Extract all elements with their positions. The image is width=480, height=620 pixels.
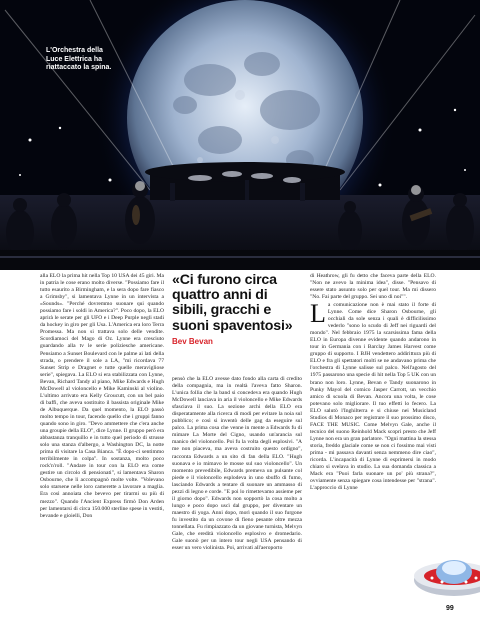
concert-photo [0,0,480,270]
stage-illustration [0,0,480,270]
pull-quote-byline: Bev Bevan [172,336,213,346]
caption-line: Luce Elettrica ha [46,55,103,63]
article-paragraph: pensò che la ELO avesse dato fondo alla carta di credito della compagnia, ma in realtà l'aveva fatto Sharon. L'unica follia che la band si concedeva era quando Hugh McDowell lanciava in aria il violoncello e Mike Edwards sfasciava il suo. La sezione archi della ELO era disperatamente alla ricerca di modi per evitare la noia sul pubblico; e così si inventò delle gag da eseguire sul palco. La prima cosa che venne in mente a Edwards fu di mimare La Morte del Cigno, usando un'arancia sul manico del violoncello. Poi fu la volta degli esplosivi. "A me non piaceva, ma aveva costruito questo ordigno", racconta Edwards a un sito di fan della ELO. "Hugh suonava e io mimavo le mosse sul suo violoncello". Un momento prevedibile, Edwards premeva un pulsante col piede e il violoncello esplodeva in uno sbuffo di fumo, lasciando Edwards a tentare di suonare un ammasso di pezzi di legno e corde. "E poi lo rimettevamo assieme per il giorno dopo". Edwards non sopportò la cosa molto a lungo e poco dopo uscì dal gruppo, per diventare un maestro di yoga. Anni dopo, morì quando il suo furgone fu investito da un covone di fieno pesante oltre mezza tonnellata. Fu rimpiazzato da un giovane turnista, Melvyn Gale, che eredità violoncello esplosivo e dromedario. Gale suonò per un intero tour negli USA pensando di esser un vero violinista. Poi, arrivati all'aeroporto [172,376,302,552]
photo-caption [46,47,116,73]
elo-spaceship-logo [412,532,480,612]
article-column-3 [310,273,436,492]
article-paragraph [310,299,436,492]
page-number: 99 [446,605,454,612]
article-column-1 [40,273,164,520]
paragraph-text: a comunicazione non è mai stato il forte di Lynne. Come dice Sharon Osbourne, gli occhiali da sole senza i quali è difficilissimo vederlo "sono lo scudo di Jeff nei riguardi del mondo". Nel febbraio 1975 la scarsissima fama della ELO in Europa divenne evidente quando andarono in tour in Germania con i Barclay James Harvest come gruppo di supporto. I BJH vendettero addirittura più di ELO e fra gli spettatori molti se ne andavano prima che l'orchestra di Lynne salisse sul palco. Nell'agosto del 1975 passarono una specie di hit nella Top 5 UK con un brano non loro. Lynne, Bevan e Tandy suonarono in Punky Mayol del comico Jasper Carrott, un vecchio amico di scuola di Bevan. Ancora una volta, le cose potevano solo migliorare. Il tuo effetti lo fecero. La ELO salutò l'Inghilterra e si chiuse nei Musicland Studios di Monaco per registrare il suo prossimo disco, FACE THE MUSIC. Come Melvyn Gale, anche il tecnico del suono Reinhold Mack scoprì presto che Jeff Lynne non era un gran parlatore. "Ogni mattina la stessa storia, freddo glaciale come se non ci fossimo mai visti prima - mi passava davanti senza nemmeno dire ciao", ricorda. L'incapacità di Lynne di esprimersi in modo chiaro si svelava in studio. La sua domanda classica a Mack era "Puoi farla suonare un po' più strana?", ovviamente senza spiegare cosa intendesse per "strana". L'approccio di Lynne [310,302,436,492]
article-paragraph: di Heathrow, gli fu detto che faceva parte della ELO. "Non ne avevo la minima idea", disse. "Pensavo di essere stato assunto solo per quel tour. Ma mi dissero "No. Fai parte del gruppo. Sei uno di noi"". [310,273,436,301]
article-paragraph: alla ELO la prima hit nella Top 10 USA dei 45 giri. Ma in patria le cose erano molto diverse. "Possiamo fare il tutto esaurito a Birmingham, e la sera dopo fare fiasco a Grimsby", si lamentava Lynne in un intervista a «Sounds». "Perché dovremmo suonare qui quando possiamo fare i soldi in America?". Poco dopo, la ELO aprirà le serate per gli UFO e i Deep Purple negli stadi da hockey in giro per gli Usa. L'America era loro Terra Promessa. Ma non si trattava solo delle vendite. Scordiamoci del Mago di Oz. Lynne era cresciuto guardando alla tv le serie poliziesche americane. Pensiamo a Sunset Boulevard con le palme ai lati della strada, o prendere il sole a LA, "mi ricordava 77 Sunset Strip e Dragnet e tutte quelle meravigliose serie", spiegava. La ELO si era stabilizzata con Lynne, Bevan, Richard Tandy al piano, Mike Edwards e Hugh McDowell al violoncello e Mike Kaminski al violino. L'ultimo arrivato era Kelly Groucutt, con un bel paio di baffi, che aveva sostituito il bassista originale Mike de Albuquerque. Da quel momento, la ELO passò molto tempo in tour, facendo quello che i gruppi fanno quando sono in giro. "Devo ammettere che c'era anche una groupie della ELO", dice Lynne. Il gruppo però era abbastanza tranquillo e in tutto quel periodo di strusse solo una stanza d'albergo, a Washington DC, la notte prima di visitare la Casa Bianca. "È dopo-ci sentimmo terribilmente in colpa". In sostanza, molto poco rock'n'roll. "Andare in tour con la ELO era come gestire un circolo di pensionati", si lamentava Sharon Osbourne, che li accompagnò molte volte. "Volevano solo starsene nelle loro camerette a lavorare a maglia. Era così annoiata che bevevo per tirarmi su più di mezzo". Quando l'Ancient Express firmò Don Arden per lamentarsi di circa 150.000 sterline spese in vestiti, bevande e gioielli, Don [40,273,164,519]
pull-quote-text: «Ci furono circa quattro anni di sibili, gracchi e suoni spaventosi» [172,272,293,334]
caption-line: riattaccato la spina. [46,64,112,71]
drop-cap: L [310,299,326,328]
caption-line: L'Orchestra della [46,47,103,54]
pull-quote [172,273,302,345]
